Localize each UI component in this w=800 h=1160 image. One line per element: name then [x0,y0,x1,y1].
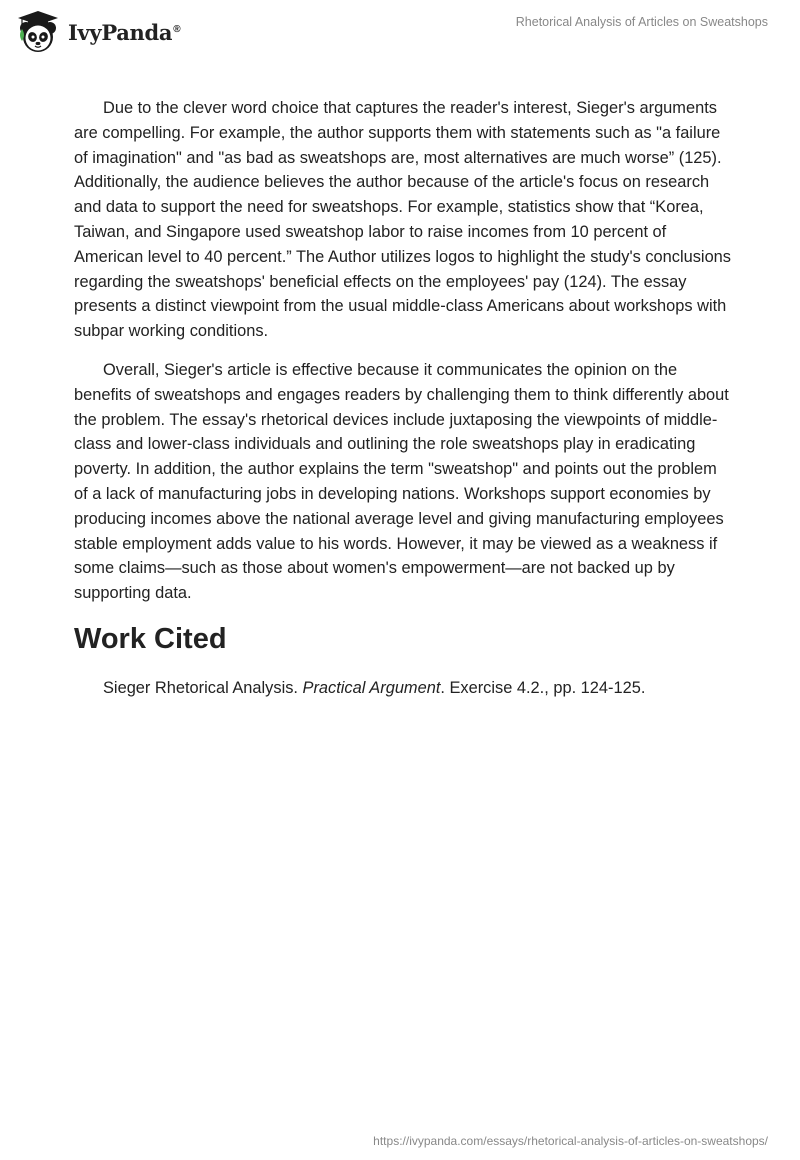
registered-mark: ® [173,23,181,35]
citation-title: Practical Argument [302,678,441,697]
works-cited-heading: Work Cited [74,622,227,655]
page-header [0,0,800,60]
ivypanda-logo[interactable] [14,8,180,56]
panda-graduation-cap-icon [14,8,62,56]
brand-name: IvyPanda® [68,19,181,45]
citation-entry [74,676,734,701]
citation-author: Sieger Rhetorical Analysis. [103,678,303,697]
citation-details: . Exercise 4.2., pp. 124-125. [440,678,646,697]
source-url[interactable]: https://ivypanda.com/essays/rhetorical-analysis-of-articles-on-sweatshops/ [373,1134,768,1148]
document-title: Rhetorical Analysis of Articles on Sweatshops [515,15,768,29]
body-paragraph: Due to the clever word choice that captures the reader's interest, Sieger's arguments are compelling. For example, the author supports them with statements such as "a failure of imagination" and "as bad as sweatshops are, most alternatives are much worse” (125). Additionally, the audience believes the author because of the article's focus on research and data to support the need for sweatshops. For example, statistics show that “Korea, Taiwan, and Singapore used sweatshop labor to raise incomes from 10 percent of American level to 40 percent.” The Author utilizes logos to highlight the study's conclusions regarding the sweatshops' beneficial effects on the employees' pay (124). The essay presents a distinct viewpoint from the usual middle-class Americans about workshops with subpar working conditions. [74,99,731,341]
body-paragraph: Overall, Sieger's article is effective because it communicates the opinion on the benefits of sweatshops and engages readers by challenging them to think differently about the problem. The essay's rhetorical devices include juxtaposing the viewpoints of middle-class and lower-class individuals and outlining the role sweatshops play in eradicating poverty. In addition, the author explains the term "sweatshop" and points out the problem of a lack of manufacturing jobs in developing nations. Workshops support economies by producing incomes above the national average level and giving manufacturing employees stable employment adds value to his words. However, it may be viewed as a weakness if some claims—such as those about women's empowerment—are not backed up by supporting data. [74,360,729,603]
essay-content [74,96,734,701]
